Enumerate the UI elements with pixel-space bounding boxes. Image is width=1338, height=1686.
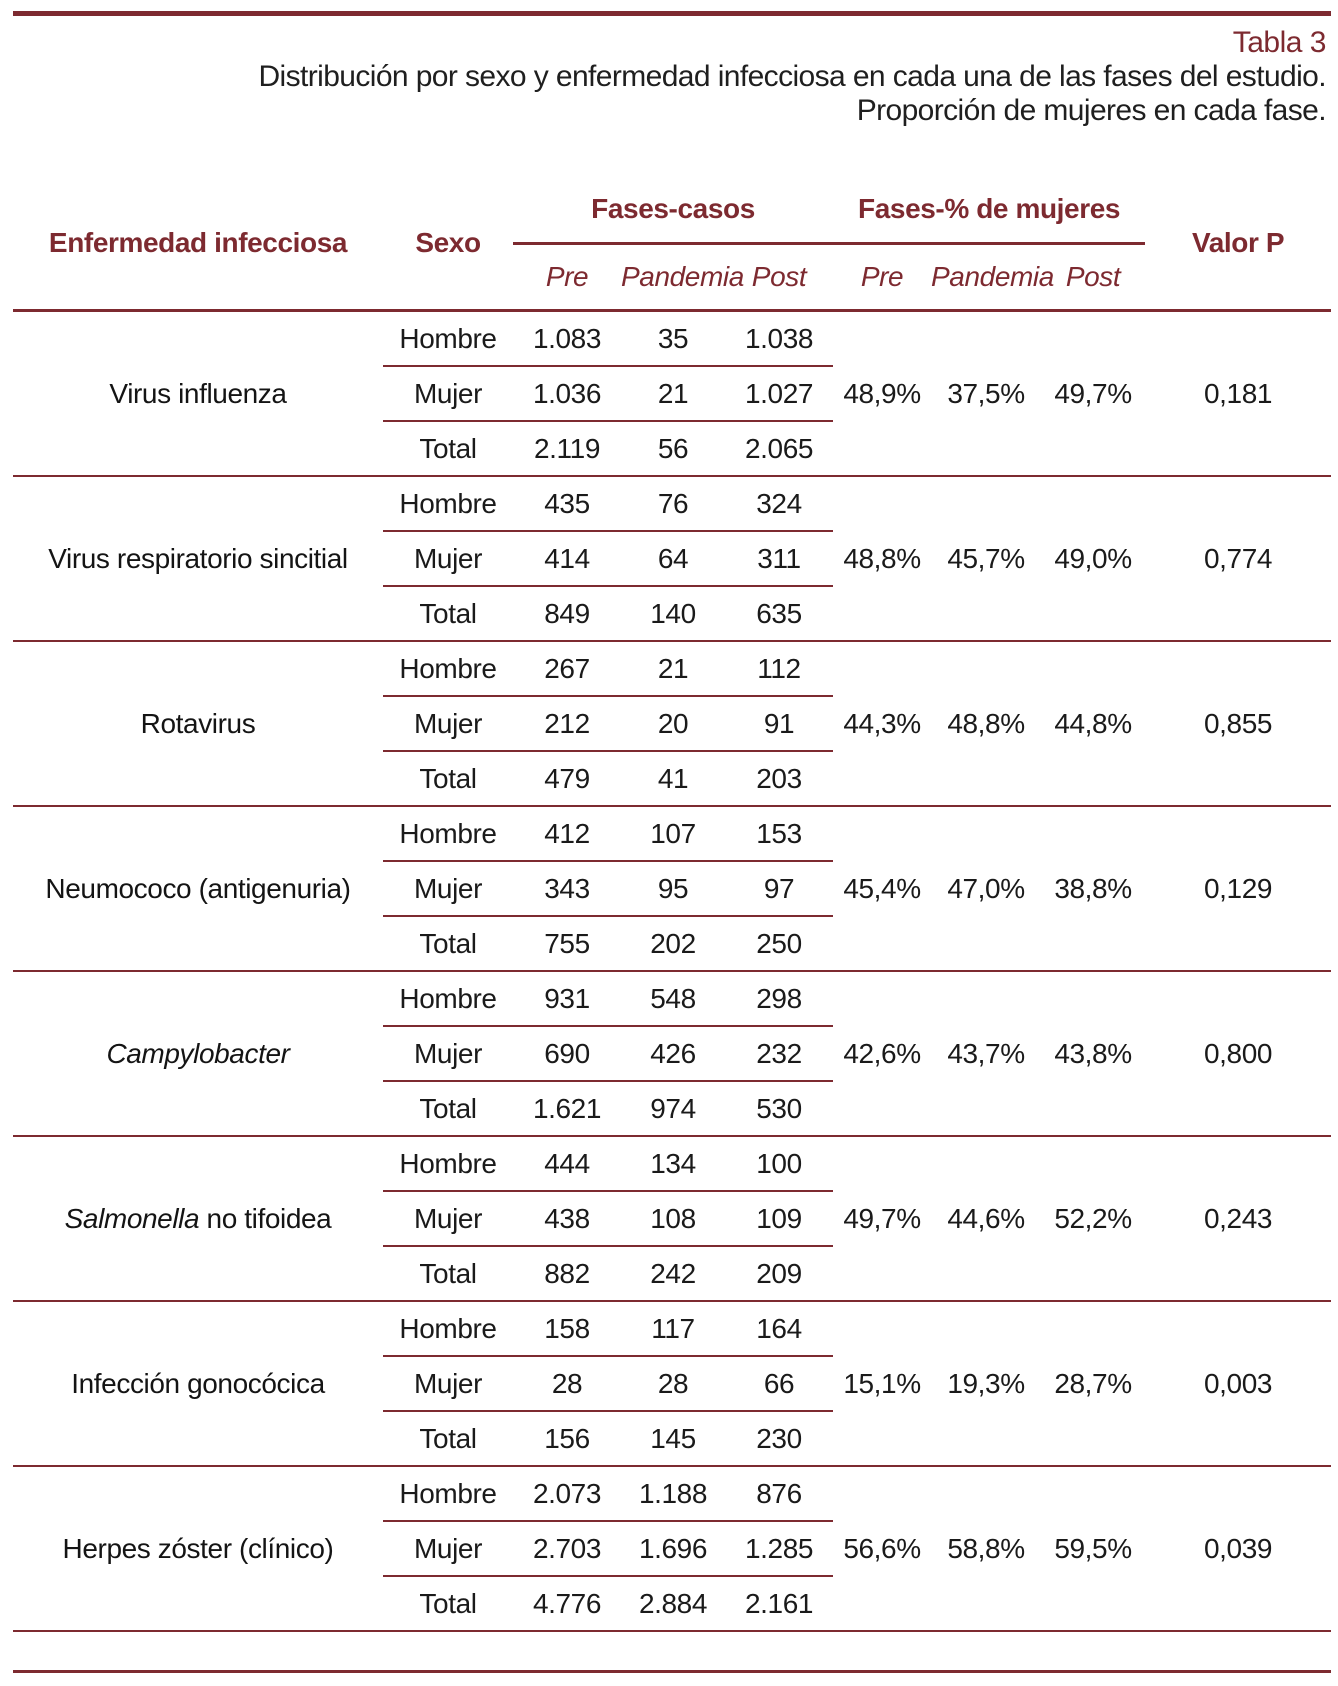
- header-pct-pandemia: Pandemia: [931, 244, 1041, 311]
- table-row: [13, 476, 1331, 531]
- header-cases-pre: Pre: [513, 244, 621, 311]
- cell-pre: 438: [513, 1191, 621, 1246]
- cell-pandemia: 2.884: [621, 1576, 725, 1631]
- header-disease: Enfermedad infecciosa: [13, 176, 383, 311]
- table-row: [13, 971, 1331, 1026]
- cell-sex: Total: [383, 1246, 513, 1301]
- cell-pandemia: 64: [621, 531, 725, 586]
- cell-sex: Hombre: [383, 1466, 513, 1521]
- cell-pandemia: 76: [621, 476, 725, 531]
- cell-pre: 931: [513, 971, 621, 1026]
- cell-post: 232: [725, 1026, 833, 1081]
- cell-sex: Mujer: [383, 531, 513, 586]
- header-pct-post: Post: [1041, 244, 1145, 311]
- pct-women-post: 28,7%: [1041, 1301, 1145, 1466]
- cell-pre: 414: [513, 531, 621, 586]
- table-row: [13, 1466, 1331, 1521]
- cell-sex: Total: [383, 1081, 513, 1136]
- pct-women-pandemia: 37,5%: [931, 311, 1041, 477]
- cell-pre: 1.083: [513, 311, 621, 367]
- p-value: 0,181: [1145, 311, 1331, 477]
- cell-pandemia: 95: [621, 861, 725, 916]
- pct-women-post: 52,2%: [1041, 1136, 1145, 1301]
- header-cases-group: Fases-casos: [513, 176, 833, 244]
- cell-pre: 158: [513, 1301, 621, 1356]
- cell-sex: Mujer: [383, 1356, 513, 1411]
- cell-pre: 849: [513, 586, 621, 641]
- cell-sex: Hombre: [383, 971, 513, 1026]
- cell-pre: 882: [513, 1246, 621, 1301]
- header-cases-pandemia: Pandemia: [621, 244, 725, 311]
- pct-women-pandemia: 19,3%: [931, 1301, 1041, 1466]
- disease-name: [13, 1466, 383, 1631]
- cell-sex: Total: [383, 1411, 513, 1466]
- cell-post: 97: [725, 861, 833, 916]
- cell-pre: 4.776: [513, 1576, 621, 1631]
- pct-women-post: 44,8%: [1041, 641, 1145, 806]
- cell-post: 1.038: [725, 311, 833, 367]
- cell-sex: Hombre: [383, 1136, 513, 1191]
- cell-pre: 343: [513, 861, 621, 916]
- cell-sex: Total: [383, 751, 513, 806]
- pct-women-pandemia: 45,7%: [931, 476, 1041, 641]
- cell-pandemia: 20: [621, 696, 725, 751]
- cell-pre: 1.036: [513, 366, 621, 421]
- header-pct-group: Fases-% de mujeres: [833, 176, 1145, 244]
- cell-pandemia: 35: [621, 311, 725, 367]
- cell-post: 311: [725, 531, 833, 586]
- cell-post: 635: [725, 586, 833, 641]
- pct-women-pandemia: 47,0%: [931, 806, 1041, 971]
- cell-pandemia: 28: [621, 1356, 725, 1411]
- cell-post: 209: [725, 1246, 833, 1301]
- pct-women-post: 49,7%: [1041, 311, 1145, 477]
- cell-pre: 156: [513, 1411, 621, 1466]
- disease-name-italic: Salmonella: [64, 1202, 200, 1234]
- cell-post: 164: [725, 1301, 833, 1356]
- p-value: 0,774: [1145, 476, 1331, 641]
- p-value: 0,129: [1145, 806, 1331, 971]
- cell-post: 230: [725, 1411, 833, 1466]
- pct-women-pre: 49,7%: [833, 1136, 931, 1301]
- top-rule: [13, 11, 1331, 16]
- cell-pandemia: 108: [621, 1191, 725, 1246]
- header-pct-pre: Pre: [833, 244, 931, 311]
- cell-pre: 435: [513, 476, 621, 531]
- cell-pandemia: 1.188: [621, 1466, 725, 1521]
- table-title-line-1: Distribución por sexo y enfermedad infecciosa en cada una de las fases del estudio.: [258, 60, 1326, 93]
- pct-women-pre: 15,1%: [833, 1301, 931, 1466]
- header-pvalue: Valor P: [1145, 176, 1331, 311]
- cell-pre: 690: [513, 1026, 621, 1081]
- table-row: [13, 1136, 1331, 1191]
- pct-women-pandemia: 44,6%: [931, 1136, 1041, 1301]
- cell-pandemia: 117: [621, 1301, 725, 1356]
- p-value: 0,800: [1145, 971, 1331, 1136]
- cell-sex: Mujer: [383, 861, 513, 916]
- disease-name: [13, 476, 383, 641]
- cell-sex: Mujer: [383, 1191, 513, 1246]
- cell-pandemia: 974: [621, 1081, 725, 1136]
- pct-women-post: 49,0%: [1041, 476, 1145, 641]
- cell-post: 91: [725, 696, 833, 751]
- cell-post: 250: [725, 916, 833, 971]
- p-value: 0,039: [1145, 1466, 1331, 1631]
- cell-post: 530: [725, 1081, 833, 1136]
- table-row: [13, 641, 1331, 696]
- cell-post: 1.027: [725, 366, 833, 421]
- disease-name-text: Rotavirus: [140, 707, 256, 739]
- pct-women-pre: 48,8%: [833, 476, 931, 641]
- cell-pre: 1.621: [513, 1081, 621, 1136]
- cell-post: 2.161: [725, 1576, 833, 1631]
- cell-pandemia: 41: [621, 751, 725, 806]
- cell-pandemia: 548: [621, 971, 725, 1026]
- disease-name: [13, 1136, 383, 1301]
- cell-sex: Hombre: [383, 641, 513, 696]
- disease-name-text: Neumococo (antigenuria): [45, 872, 351, 904]
- cell-sex: Total: [383, 1576, 513, 1631]
- disease-name-text: no tifoidea: [199, 1202, 332, 1234]
- disease-name-text: Virus influenza: [109, 377, 287, 409]
- cell-post: 109: [725, 1191, 833, 1246]
- cell-pre: 212: [513, 696, 621, 751]
- cell-sex: Total: [383, 421, 513, 476]
- cell-pandemia: 134: [621, 1136, 725, 1191]
- cell-pandemia: 21: [621, 641, 725, 696]
- cell-sex: Total: [383, 916, 513, 971]
- cell-sex: Total: [383, 586, 513, 641]
- disease-name-italic: Campylobacter: [106, 1037, 290, 1069]
- cell-post: 112: [725, 641, 833, 696]
- cell-pre: 444: [513, 1136, 621, 1191]
- cell-pre: 28: [513, 1356, 621, 1411]
- table-row: [13, 311, 1331, 367]
- cell-sex: Mujer: [383, 1521, 513, 1576]
- disease-name: [13, 971, 383, 1136]
- cell-pandemia: 107: [621, 806, 725, 861]
- cell-post: 66: [725, 1356, 833, 1411]
- pct-women-pre: 42,6%: [833, 971, 931, 1136]
- cell-pandemia: 426: [621, 1026, 725, 1081]
- pct-women-pre: 56,6%: [833, 1466, 931, 1631]
- cell-post: 100: [725, 1136, 833, 1191]
- cell-pre: 412: [513, 806, 621, 861]
- pct-women-pre: 48,9%: [833, 311, 931, 477]
- cell-post: 203: [725, 751, 833, 806]
- cell-pre: 267: [513, 641, 621, 696]
- cell-pandemia: 1.696: [621, 1521, 725, 1576]
- cell-sex: Hombre: [383, 311, 513, 367]
- cell-pandemia: 242: [621, 1246, 725, 1301]
- pct-women-pandemia: 48,8%: [931, 641, 1041, 806]
- pct-women-pandemia: 58,8%: [931, 1466, 1041, 1631]
- cell-pandemia: 202: [621, 916, 725, 971]
- table-title-line-2: Proporción de mujeres en cada fase.: [856, 94, 1326, 127]
- cell-pre: 2.119: [513, 421, 621, 476]
- cell-pre: 2.703: [513, 1521, 621, 1576]
- cell-pandemia: 140: [621, 586, 725, 641]
- cell-post: 876: [725, 1466, 833, 1521]
- bottom-rule: [13, 1670, 1331, 1673]
- pct-women-post: 59,5%: [1041, 1466, 1145, 1631]
- cell-sex: Mujer: [383, 1026, 513, 1081]
- cell-pre: 479: [513, 751, 621, 806]
- cell-sex: Mujer: [383, 696, 513, 751]
- table-number: Tabla 3: [1232, 26, 1326, 59]
- table-body: [13, 311, 1331, 1632]
- cell-post: 1.285: [725, 1521, 833, 1576]
- cell-pre: 755: [513, 916, 621, 971]
- cell-post: 298: [725, 971, 833, 1026]
- p-value: 0,243: [1145, 1136, 1331, 1301]
- disease-name: [13, 1301, 383, 1466]
- pct-women-pre: 45,4%: [833, 806, 931, 971]
- cell-pandemia: 145: [621, 1411, 725, 1466]
- disease-name: [13, 806, 383, 971]
- cell-pandemia: 56: [621, 421, 725, 476]
- cell-pre: 2.073: [513, 1466, 621, 1521]
- p-value: 0,003: [1145, 1301, 1331, 1466]
- table-row: [13, 1301, 1331, 1356]
- disease-name: [13, 641, 383, 806]
- data-table: [13, 176, 1331, 1632]
- cell-sex: Mujer: [383, 366, 513, 421]
- header-cases-post: Post: [725, 244, 833, 311]
- cell-sex: Hombre: [383, 806, 513, 861]
- pct-women-pre: 44,3%: [833, 641, 931, 806]
- pct-women-pandemia: 43,7%: [931, 971, 1041, 1136]
- cell-post: 324: [725, 476, 833, 531]
- header-sex: Sexo: [383, 176, 513, 311]
- cell-post: 2.065: [725, 421, 833, 476]
- table-row: [13, 806, 1331, 861]
- table-caption: [258, 26, 1326, 128]
- disease-name-text: Infección gonocócica: [71, 1367, 325, 1399]
- pct-women-post: 43,8%: [1041, 971, 1145, 1136]
- cell-pandemia: 21: [621, 366, 725, 421]
- cell-sex: Hombre: [383, 476, 513, 531]
- pct-women-post: 38,8%: [1041, 806, 1145, 971]
- disease-name: [13, 311, 383, 477]
- disease-name-text: Herpes zóster (clínico): [62, 1532, 334, 1564]
- disease-name-text: Virus respiratorio sincitial: [48, 542, 348, 574]
- cell-post: 153: [725, 806, 833, 861]
- p-value: 0,855: [1145, 641, 1331, 806]
- cell-sex: Hombre: [383, 1301, 513, 1356]
